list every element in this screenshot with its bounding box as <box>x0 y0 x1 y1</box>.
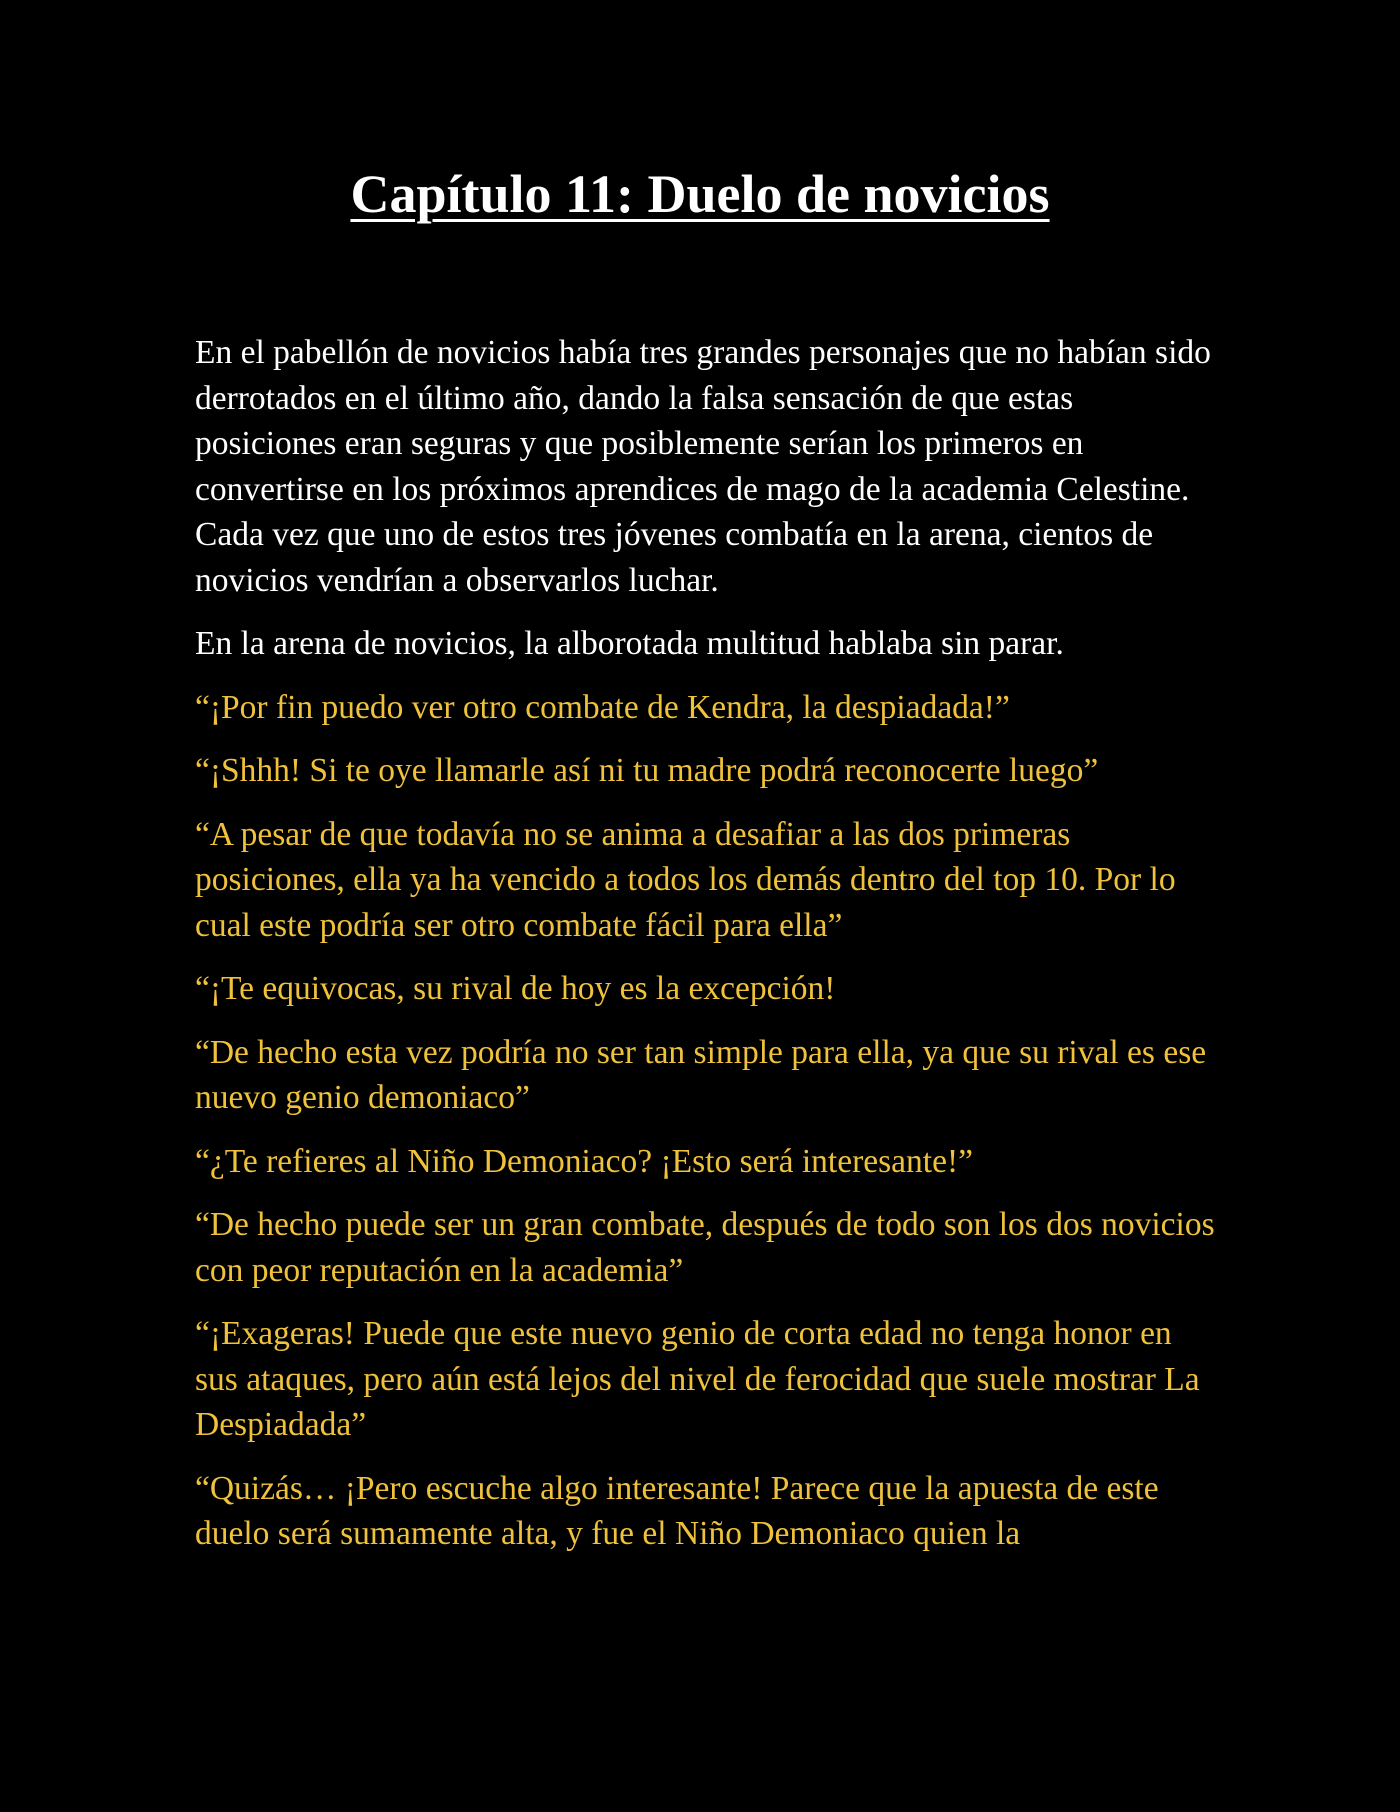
chapter-body <box>195 330 1215 1575</box>
paragraph-dialogue: “¡Exageras! Puede que este nuevo genio de corta edad no tenga honor en sus ataques, pero aún está lejos del nivel de ferocidad que suele mostrar La Despiadada” <box>195 1315 1200 1443</box>
paragraph-narration: En el pabellón de novicios había tres grandes personajes que no habían sido derrotados en el último año, dando la falsa sensación de que estas posiciones eran seguras y que posiblemente serían los primeros en convertirse en los próximos aprendices de mago de la academia Celestine. Cada vez que uno de estos tres jóvenes combatía en la arena, cientos de novicios vendrían a observarlos luchar. <box>195 334 1211 599</box>
paragraph-dialogue: “De hecho esta vez podría no ser tan simple para ella, ya que su rival es ese nuevo genio demoniaco” <box>195 1033 1207 1116</box>
paragraph-dialogue: “¡Te equivocas, su rival de hoy es la excepción! <box>195 970 836 1007</box>
paragraph-narration: En la arena de novicios, la alborotada multitud hablaba sin parar. <box>195 625 1064 662</box>
paragraph-dialogue: “A pesar de que todavía no se anima a desafiar a las dos primeras posiciones, ella ya ha vencido a todos los demás dentro del top 10. Por lo cual este podría ser otro combate fácil para ella” <box>195 815 1176 944</box>
paragraph-dialogue: “¡Por fin puedo ver otro combate de Kendra, la despiadada!” <box>195 688 1010 726</box>
paragraph-dialogue: “¡Shhh! Si te oye llamarle así ni tu madre podrá reconocerte luego” <box>195 752 1099 789</box>
paragraph-dialogue: “Quizás… ¡Pero escuche algo interesante! Parece que la apuesta de este duelo será sumamente alta, y fue el Niño Demoniaco quien la <box>195 1469 1159 1552</box>
chapter-title: Capítulo 11: Duelo de novicios <box>350 164 1050 224</box>
paragraph-dialogue: “De hecho puede ser un gran combate, después de todo son los dos novicios con peor reputación en la academia” <box>195 1206 1215 1289</box>
paragraph-dialogue: “¿Te refieres al Niño Demoniaco? ¡Esto será interesante!” <box>195 1142 973 1180</box>
